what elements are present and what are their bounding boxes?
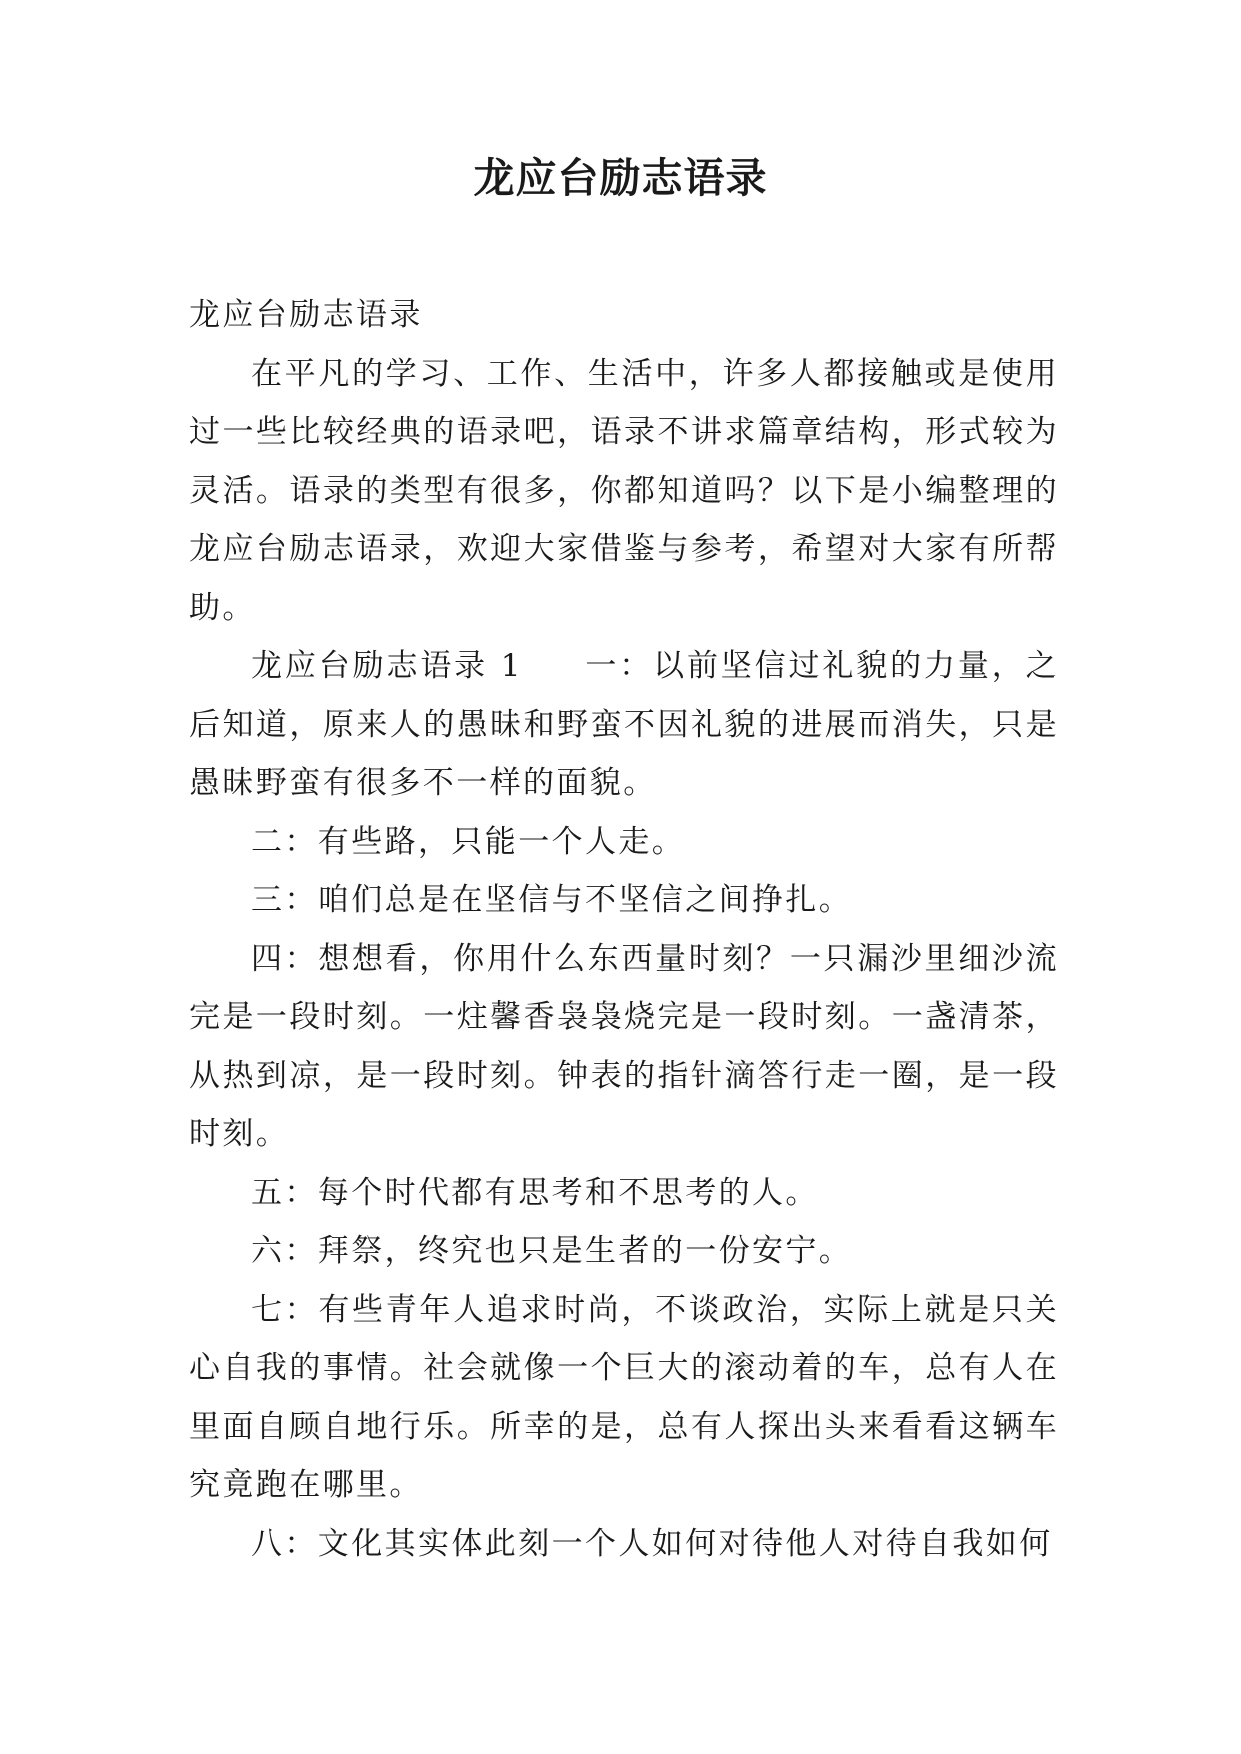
quote-6: 六：拜祭，终究也只是生者的一份安宁。	[251, 1233, 853, 1269]
quote-4: 四：想想看，你用什么东西量时刻？一只漏沙里细沙流完是一段时刻。一炷馨香袅袅烧完是一段时刻。一盏清茶，从热到凉，是一段时刻。钟表的指针滴答行走一圈，是一段时刻。	[189, 940, 1059, 1152]
section-heading: 龙应台励志语录 1	[251, 648, 523, 684]
quote-8: 八：文化其实体此刻一个人如何对待他人对待自我如何	[251, 1525, 1053, 1562]
quote-5: 五：每个时代都有思考和不思考的人。	[251, 1174, 819, 1211]
document-subtitle: 龙应台励志语录	[189, 297, 423, 333]
document-title: 龙应台励志语录	[473, 154, 768, 202]
intro-paragraph: 在平凡的学习、工作、生活中，许多人都接触或是使用过一些比较经典的语录吧，语录不讲求篇章结构，形式较为灵活。语录的类型有很多，你都知道吗？以下是小编整理的龙应台励志语录，欢迎大家借鉴与参考，希望对大家有所帮助。	[189, 355, 1059, 626]
document-body	[189, 286, 1059, 1573]
quote-7: 七：有些青年人追求时尚，不谈政治，实际上就是只关心自我的事情。社会就像一个巨大的滚动着的车，总有人在里面自顾自地行乐。所幸的是，总有人探出头来看看这辆车究竟跑在哪里。	[189, 1291, 1059, 1503]
quote-3: 三：咱们总是在坚信与不坚信之间挣扎。	[251, 882, 853, 918]
quote-1: 一：以前坚信过礼貌的力量，之后知道，原来人的愚昧和野蛮不因礼貌的进展而消失，只是愚昧野蛮有很多不一样的面貌。	[189, 648, 1059, 801]
quote-paragraph-1	[189, 637, 1059, 813]
quote-2: 二：有些路，只能一个人走。	[251, 823, 686, 860]
